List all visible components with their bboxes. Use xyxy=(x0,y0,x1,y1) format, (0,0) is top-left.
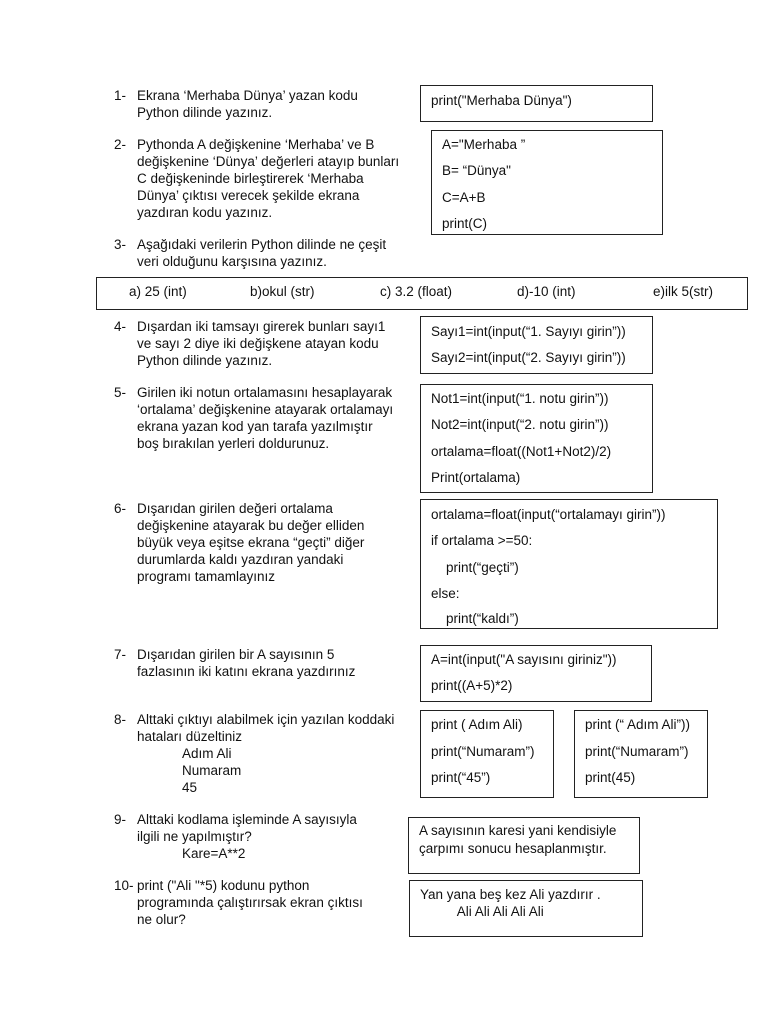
question-number: 7- xyxy=(114,647,127,662)
question-6-text: Dışarıdan girilen değeri ortalama değişkenine atayarak bu değer elliden büyük veya eşitse ekrana “geçti” diğer durumlarda kaldı yazdıran yandaki programı tamamlayınız xyxy=(137,501,365,584)
question-1-text: Ekrana ‘Merhaba Dünya’ yazan kodu Python dilinde yazınız. xyxy=(137,88,358,120)
question-number: 8- xyxy=(114,712,127,727)
question-number: 1- xyxy=(114,88,127,103)
question-3-text: Aşağıdaki verilerin Python dilinde ne çeşit veri olduğunu karşısına yazınız. xyxy=(137,237,387,269)
question-8-text: Alttaki çıktıyı alabilmek için yazılan koddaki hataları düzeltiniz Adım Ali Numaram 45 xyxy=(137,712,395,795)
answer-box-7: A=int(input("A sayısını giriniz")) print((A+5)*2) xyxy=(420,645,652,702)
question-number: 3- xyxy=(114,237,127,252)
answer-box-8-fixed: print (“ Adım Ali”)) print(“Numaram”) print(45) xyxy=(574,710,708,798)
answer-box-9: A sayısının karesi yani kendisiyle çarpımı sonucu hesaplanmıştır. xyxy=(408,817,640,874)
answer-box-8-wrong: print ( Adım Ali) print(“Numaram”) print(“45”) xyxy=(420,710,554,798)
question-2-text: Pythonda A değişkenine ‘Merhaba’ ve B değişkenine ‘Dünya’ değerleri atayıp bunları C değişkeninde birleştirerek ‘Merhaba Dünya’ çıktısı verecek şekilde ekrana yazdıran kodu yazınız. xyxy=(137,137,400,220)
question-number: 9- xyxy=(114,812,127,827)
answer-box-6: ortalama=float(input(“ortalamayı girin”)) if ortalama >=50: print(“geçti”) else: print(“kaldı”) xyxy=(420,499,718,629)
q3-option-a: a) 25 (int) xyxy=(129,284,187,299)
answer-box-2: A="Merhaba ” B= “Dünya" C=A+B print(C) xyxy=(431,130,663,235)
answer-box-1: print("Merhaba Dünya") xyxy=(420,85,653,122)
question-number: 2- xyxy=(114,137,127,152)
question-number: 4- xyxy=(114,319,127,334)
answer-box-5: Not1=int(input(“1. notu girin”)) Not2=int(input(“2. notu girin”)) ortalama=float((Not1+Not2)/2) Print(ortalama) xyxy=(420,384,653,493)
question-10-text: print ("Ali "*5) kodunu python programında çalıştırırsak ekran çıktısı ne olur? xyxy=(137,878,363,927)
q3-option-e: e)ilk 5(str) xyxy=(653,284,713,299)
answer-box-10: Yan yana beş kez Ali yazdırır . Ali Ali Ali Ali Ali xyxy=(409,880,643,937)
question-number: 6- xyxy=(114,501,127,516)
question-number: 10- xyxy=(114,878,134,893)
q3-option-c: c) 3.2 (float) xyxy=(380,284,453,299)
question-5-text: Girilen iki notun ortalamasını hesaplayarak ‘ortalama’ değişkenine atayarak ortalamayı ekrana yazan kod yan tarafa yazılmıştır boş bırakılan yerleri doldurunuz. xyxy=(137,385,394,451)
question-4-text: Dışardan iki tamsayı girerek bunları sayı1 ve sayı 2 diye iki değişkene atayan kodu Python dilinde yazınız. xyxy=(137,319,386,368)
question-number: 5- xyxy=(114,385,127,400)
q3-option-d: d)-10 (int) xyxy=(517,284,576,299)
answer-box-4: Sayı1=int(input(“1. Sayıyı girin”)) Sayı2=int(input(“2. Sayıyı girin”)) xyxy=(420,316,653,374)
question-7-text: Dışarıdan girilen bir A sayısının 5 fazlasının iki katını ekrana yazdırınız xyxy=(137,647,356,679)
q3-option-b: b)okul (str) xyxy=(250,284,315,299)
question-9-text: Alttaki kodlama işleminde A sayısıyla ilgili ne yapılmıştır? Kare=A**2 xyxy=(137,812,357,861)
